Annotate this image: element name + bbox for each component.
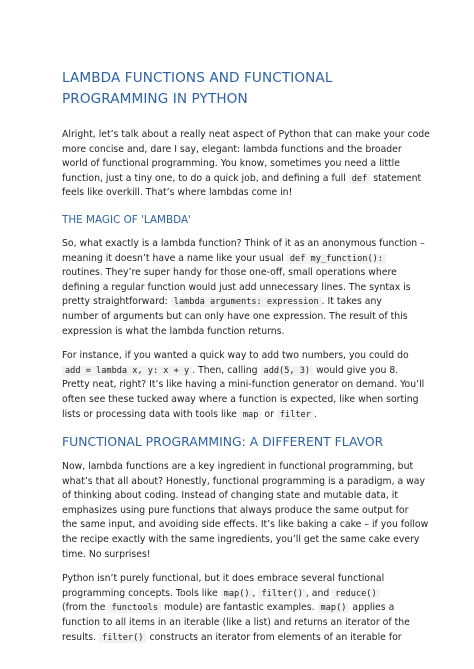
section-heading-functional: FUNCTIONAL PROGRAMMING: A DIFFERENT FLAVOR — [62, 434, 384, 450]
text-line — [62, 364, 412, 379]
inline-code: filter — [277, 410, 314, 420]
text-span: constructs an iterator from elements of an iterable for — [149, 631, 402, 643]
inline-code: functools — [108, 603, 161, 613]
page-title — [62, 68, 412, 110]
inline-code: def my_function(): — [287, 254, 386, 264]
text-line: the recipe exactly with the same ingredients, you’ll get the same cake every — [62, 534, 420, 546]
text-line: expression is what the lambda function returns. — [62, 325, 285, 337]
text-span: or — [264, 408, 274, 420]
text-line: emphasizes using pure functions that always produce the same output for — [62, 504, 409, 516]
text-span: results. — [62, 631, 97, 643]
inline-code: add(5, 3) — [261, 366, 314, 376]
text-line: time. No surprises! — [62, 548, 151, 560]
title-line-1: LAMBDA FUNCTIONS AND FUNCTIONAL — [62, 70, 333, 86]
text-span: (from the — [62, 602, 106, 614]
text-line — [62, 631, 412, 646]
inline-code: lambda arguments: expression — [171, 297, 322, 307]
text-line — [62, 295, 412, 310]
functional-paragraph-1 — [62, 460, 429, 562]
inline-code: def — [349, 174, 371, 184]
text-line: function to all items in an iterable (like a list) and returns an iterator of the — [62, 617, 410, 629]
text-line: defining a regular function would just add unnecessary lines. The syntax is — [62, 281, 411, 293]
text-line: world of functional programming. You know, sometimes you need a little — [62, 158, 400, 170]
text-line: Alright, let’s talk about a really neat aspect of Python that can make your code — [62, 129, 430, 140]
text-line: Now, lambda functions are a key ingredient in functional programming, but — [62, 461, 414, 473]
inline-code: map — [240, 410, 262, 420]
text-line: what’s that all about? Honestly, functional programming is a paradigm, a way — [62, 475, 425, 487]
text-line — [62, 587, 412, 602]
text-line: of thinking about coding. Instead of changing state and mutable data, it — [62, 490, 399, 502]
text-span: . It takes any — [321, 296, 382, 308]
text-span: , — [252, 587, 256, 599]
text-line — [62, 172, 422, 187]
lambda-paragraph-1 — [62, 237, 425, 339]
text-line: more concise and, dare I say, elegant: lambda functions and the broader — [62, 143, 402, 155]
intro-paragraph — [62, 128, 430, 201]
text-span: applies a — [352, 602, 395, 614]
inline-code: map() — [221, 589, 253, 599]
text-span: pretty straightforward: — [62, 296, 168, 308]
inline-code: filter() — [99, 633, 146, 643]
text-line: the same input, and avoiding side effects. It’s like baking a cake – if you follow — [62, 519, 429, 531]
text-span: meaning it doesn’t have a name like your usual — [62, 252, 284, 264]
text-line — [62, 601, 412, 616]
lambda-paragraph-2 — [62, 349, 425, 422]
text-span: lists or processing data with tools like — [62, 408, 237, 420]
text-span: function, just a tiny one, to do a quick job, and defining a full — [62, 172, 346, 184]
text-line: Pretty neat, right? It’s like having a mini-function generator on demand. You’ll — [62, 379, 425, 391]
text-span: , and — [305, 587, 330, 599]
text-span: programming concepts. Tools like — [62, 587, 218, 599]
text-span: statement — [373, 172, 422, 184]
section-heading-lambda: THE MAGIC OF 'LAMBDA' — [62, 213, 191, 226]
document-body — [62, 68, 430, 645]
text-span: would give you 8. — [316, 364, 399, 376]
title-line-2: PROGRAMMING IN PYTHON — [62, 91, 248, 107]
inline-code: map() — [318, 603, 350, 613]
text-span: module) are fantastic examples. — [164, 602, 315, 614]
text-line: number of arguments but can only have one expression. The result of this — [62, 310, 408, 322]
inline-code: add = lambda x, y: x + y — [62, 366, 192, 376]
text-line: feels like overkill. That’s where lambdas come in! — [62, 187, 293, 199]
text-line — [62, 408, 412, 423]
inline-code: filter() — [258, 589, 305, 599]
text-span: . Then, calling — [192, 364, 258, 376]
text-line — [62, 252, 412, 267]
text-line: routines. They’re super handy for those one-off, small operations where — [62, 267, 397, 279]
inline-code: reduce() — [332, 589, 379, 599]
text-line: So, what exactly is a lambda function? Think of it as an anonymous function – — [62, 237, 425, 249]
text-span: . — [313, 408, 317, 420]
text-line: For instance, if you wanted a quick way to add two numbers, you could do — [62, 350, 409, 362]
text-line: often see these tucked away where a function is expected, like when sorting — [62, 393, 419, 405]
functional-paragraph-2 — [62, 572, 412, 645]
text-line: Python isn’t purely functional, but it does embrace several functional — [62, 573, 385, 585]
